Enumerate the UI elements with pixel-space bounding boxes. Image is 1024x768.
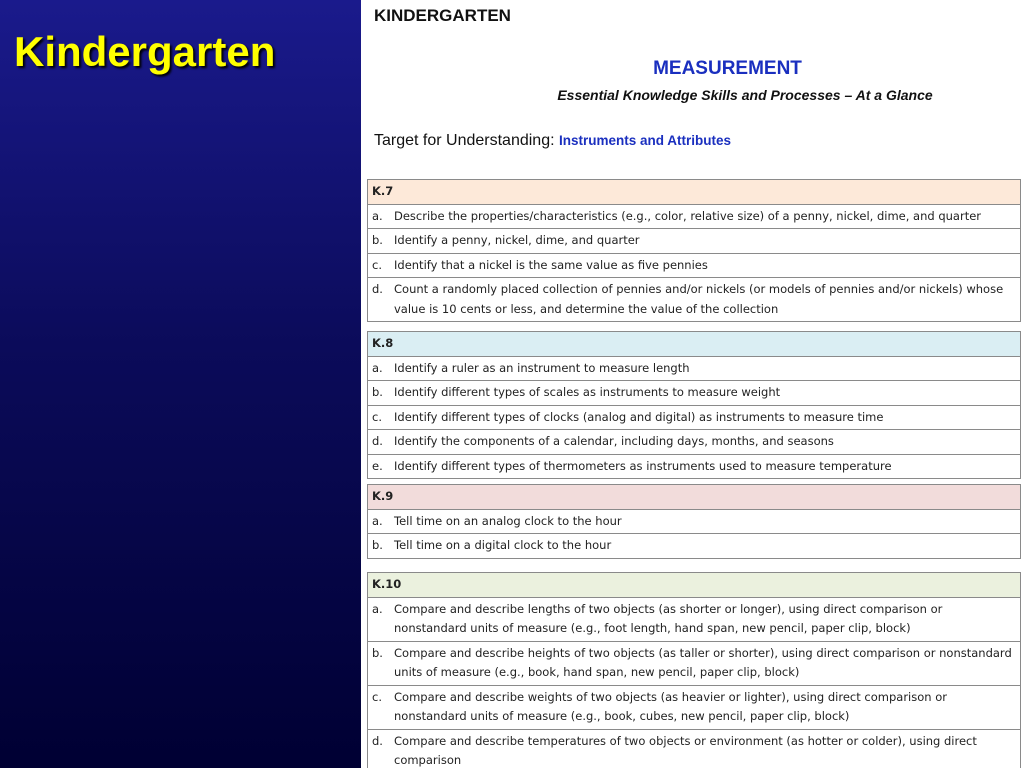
- item-text: Tell time on a digital clock to the hour: [394, 538, 612, 552]
- table-row: [368, 405, 1021, 430]
- item-text: Identify a penny, nickel, dime, and quarter: [394, 233, 640, 247]
- item-letter: c.: [372, 257, 382, 272]
- table-row: [368, 356, 1021, 381]
- standard-code: K.8: [368, 332, 1021, 357]
- table-row: [368, 685, 1021, 729]
- table-row: [368, 381, 1021, 406]
- table-row: [368, 641, 1021, 685]
- item-letter: d.: [372, 282, 383, 296]
- target-for-understanding: [374, 132, 731, 150]
- standard-code: K.10: [368, 573, 1021, 598]
- target-value: Instruments and Attributes: [559, 133, 732, 148]
- table-row: [368, 454, 1021, 479]
- table-row: [368, 229, 1021, 254]
- standard-table-k9: [367, 484, 1021, 559]
- item-text: Compare and describe lengths of two objects (as shorter or longer), using direct comparison or nonstandard units of measure (e.g., foot length, hand span, new pencil, paper clip, block): [394, 601, 943, 635]
- item-text: Describe the properties/characteristics (e.g., color, relative size) of a penny, nickel, dime, and quarter: [394, 208, 981, 223]
- item-text: Identify the components of a calendar, including days, months, and seasons: [394, 434, 834, 448]
- item-letter: b.: [372, 233, 383, 247]
- item-letter: a.: [372, 513, 383, 528]
- item-text: Count a randomly placed collection of pennies and/or nickels (or models of pennies and/or nickels) whose value is 10 cents or less, and determine the value of the collection: [394, 282, 1004, 316]
- item-text: Identify different types of thermometers as instruments used to measure temperature: [394, 458, 892, 473]
- item-letter: b.: [372, 645, 383, 660]
- document-heading: MEASUREMENT: [653, 58, 802, 79]
- standard-code: K.7: [368, 180, 1021, 205]
- table-row: [368, 278, 1021, 322]
- standard-table-k10: [367, 572, 1021, 768]
- document-subheading: Essential Knowledge Skills and Processes – At a Glance: [557, 87, 933, 103]
- item-text: Compare and describe weights of two objects (as heavier or lighter), using direct comparison or nonstandard units of measure (e.g., book, cubes, new pencil, paper clip, block): [394, 689, 947, 723]
- table-row: [368, 430, 1021, 455]
- item-letter: c.: [372, 409, 382, 424]
- item-letter: d.: [372, 434, 383, 448]
- item-text: Compare and describe heights of two objects (as taller or shorter), using direct comparison or nonstandard units of measure (e.g., book, hand span, new pencil, paper clip, block): [394, 645, 1012, 679]
- document-grade: KINDERGARTEN: [374, 6, 511, 25]
- table-row: [368, 204, 1021, 229]
- item-letter: b.: [372, 538, 383, 552]
- standard-table-k8: [367, 331, 1021, 479]
- item-text: Identify that a nickel is the same value as five pennies: [394, 257, 708, 272]
- item-letter: c.: [372, 689, 382, 704]
- item-letter: a.: [372, 360, 383, 375]
- table-row: [368, 597, 1021, 641]
- table-row: [368, 509, 1021, 534]
- standards-document: [361, 0, 1024, 768]
- item-letter: a.: [372, 601, 383, 616]
- slide-title: Kindergarten: [14, 28, 276, 75]
- item-text: Identify a ruler as an instrument to measure length: [394, 360, 690, 375]
- item-text: Identify different types of clocks (analog and digital) as instruments to measure time: [394, 409, 884, 424]
- item-letter: a.: [372, 208, 383, 223]
- target-label: Target for Understanding:: [374, 132, 555, 149]
- table-row: [368, 253, 1021, 278]
- item-letter: e.: [372, 458, 383, 473]
- item-text: Identify different types of scales as instruments to measure weight: [394, 385, 781, 399]
- item-text: Tell time on an analog clock to the hour: [394, 513, 622, 528]
- table-row: [368, 729, 1021, 768]
- standard-table-k7: [367, 179, 1021, 322]
- table-row: [368, 534, 1021, 559]
- item-letter: b.: [372, 385, 383, 399]
- item-letter: d.: [372, 733, 383, 748]
- item-text: Compare and describe temperatures of two objects or environment (as hotter or colder), using direct comparison: [394, 733, 977, 767]
- standard-code: K.9: [368, 485, 1021, 510]
